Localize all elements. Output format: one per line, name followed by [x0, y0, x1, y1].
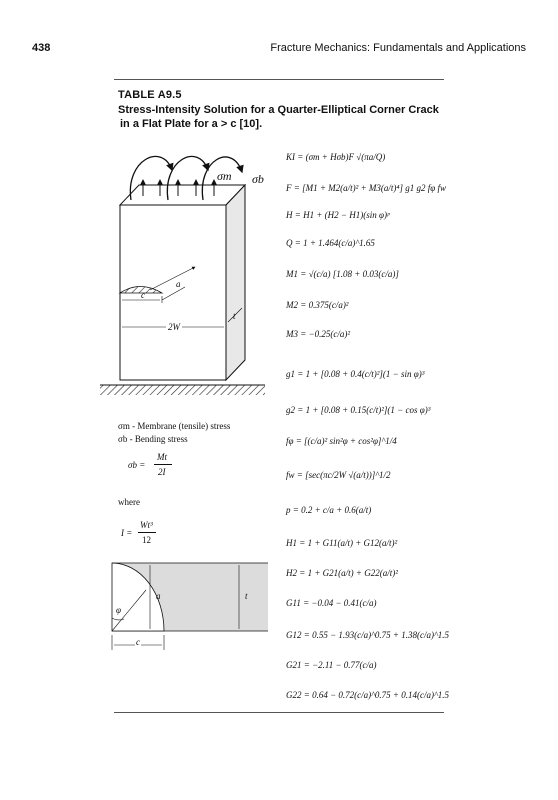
eq-fw: fw = [sec(πc/2W √(a/t))]^1/2: [286, 470, 391, 480]
eq-h2: H2 = 1 + G21(a/t) + G22(a/t)²: [286, 568, 398, 578]
eq-m2: M2 = 0.375(c/a)²: [286, 300, 349, 310]
table-title-line2: in a Flat Plate for a > c [10].: [120, 118, 263, 130]
moment-inertia-num: Wt³: [140, 520, 153, 530]
table-label: TABLE A9.5: [118, 89, 182, 101]
sigma-b-def-lhs: σb =: [128, 460, 146, 470]
eq-h1: H1 = 1 + G11(a/t) + G12(a/t)²: [286, 538, 398, 548]
eq-fphi: fφ = [(c/a)² sin²φ + cos²φ]^1/4: [286, 436, 397, 446]
moment-inertia-lhs: I =: [121, 528, 133, 538]
membrane-stress-def: σm - Membrane (tensile) stress: [118, 421, 231, 431]
eq-g12: G12 = 0.55 − 1.93(c/a)^0.75 + 1.38(c/a)^1.5: [286, 630, 450, 640]
table-title-line1: Stress-Intensity Solution for a Quarter-Elliptical Corner Crack: [118, 104, 439, 116]
two-w-label: 2W: [168, 322, 180, 332]
eq-g2: g2 = 1 + [0.08 + 0.15(c/t)²](1 − cos φ)³: [286, 405, 431, 415]
section-t-label: t: [245, 591, 248, 601]
page-number: 438: [32, 42, 51, 54]
moment-inertia-den: 12: [142, 535, 151, 545]
eq-p: p = 0.2 + c/a + 0.6(a/t): [286, 505, 372, 515]
sigma-m-label: σm: [217, 169, 232, 183]
c-label: c: [141, 290, 145, 300]
eq-m3: M3 = −0.25(c/a)²: [286, 329, 351, 339]
eq-q: Q = 1 + 1.464(c/a)^1.65: [286, 238, 375, 248]
section-a-label: a: [156, 591, 161, 601]
eq-g11: G11 = −0.04 − 0.41(c/a): [286, 598, 377, 608]
eq-m1: M1 = √(c/a) [1.08 + 0.03(c/a)]: [286, 269, 399, 279]
sigma-b-def-num: Mt: [157, 452, 167, 462]
sigma-b-label: σb: [252, 172, 264, 186]
eq-g22: G22 = 0.64 − 0.72(c/a)^0.75 + 0.14(c/a)^1.5: [286, 690, 450, 700]
bending-stress-def: σb - Bending stress: [118, 434, 188, 444]
eq-h: H = H1 + (H2 − H1)(sin φ)ᵖ: [286, 210, 390, 220]
phi-label: φ: [116, 605, 121, 615]
where-label: where: [118, 497, 140, 507]
bottom-rule: [114, 712, 444, 713]
eq-g1: g1 = 1 + [0.08 + 0.4(c/t)²](1 − sin φ)³: [286, 369, 425, 379]
section-c-label: c: [136, 637, 140, 647]
sigma-b-def-den: 2I: [158, 467, 166, 477]
running-title: Fracture Mechanics: Fundamentals and Applications: [270, 42, 526, 54]
eq-ki: KI = (σm + Hσb)F √(πa/Q): [286, 152, 386, 162]
a-label: a: [176, 279, 181, 289]
eq-f: F = [M1 + M2(a/t)² + M3(a/t)⁴] g1 g2 fφ fw: [286, 183, 447, 193]
eq-g21: G21 = −2.11 − 0.77(c/a): [286, 660, 377, 670]
t-label: t: [233, 311, 236, 321]
